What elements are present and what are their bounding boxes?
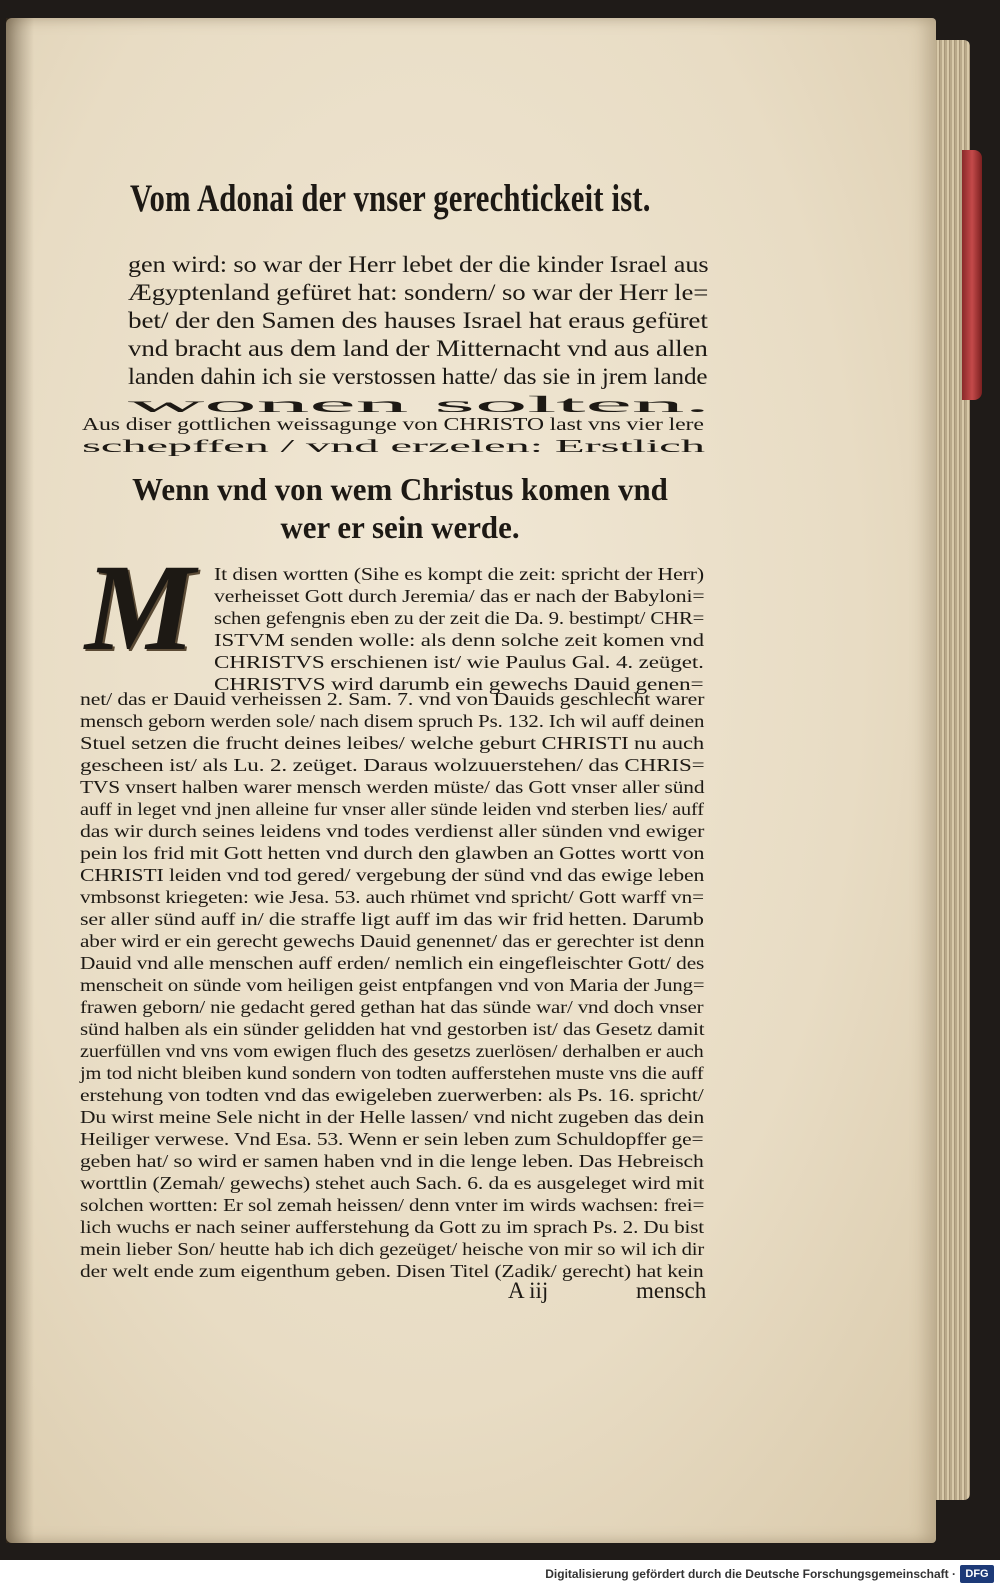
text-line: jm tod nicht bleiben kund sondern von todten aufferstehen muste vns die auff bbox=[80, 1063, 704, 1083]
text-line: zuerfüllen vnd vns vom ewigen fluch des gesetzs zuerlösen/ derhalben er auch bbox=[80, 1041, 704, 1061]
text-line: CHRISTI leiden vnd tod gered/ vergebung der sünd vnd das ewige leben bbox=[80, 865, 705, 885]
text-line: lich wuchs er nach seiner aufferstehung da Gott zu im sprach Ps. 2. Du bist bbox=[80, 1217, 705, 1237]
footer-credit: Digitalisierung gefördert durch die Deutsche Forschungsgemeinschaft · bbox=[545, 1567, 956, 1581]
text-line: ser aller sünd auff in/ die straffe ligt auff im das wir frid hetten. Darumb bbox=[80, 909, 704, 929]
text-line: geben hat/ so wird er samen haben vnd in die lenge leben. Das Hebreisch bbox=[80, 1151, 704, 1171]
running-head: Vom Adonai der vnser gerechtickeit ist. bbox=[130, 177, 651, 220]
text-line: net/ das er Dauid verheissen 2. Sam. 7. vnd von Dauids geschlecht warer bbox=[80, 689, 705, 709]
heading-line: Wenn vnd von wem Christus komen vnd bbox=[132, 471, 668, 507]
text-line: schepffen / vnd erzelen: Erstlich bbox=[82, 436, 705, 456]
text-line: bet/ der den Samen des hauses Israel hat eraus gefüret bbox=[128, 308, 708, 333]
section-heading bbox=[110, 470, 690, 546]
text-line: gescheen ist/ als Lu. 2. zeüget. Daraus wolzuuerstehen/ das CHRIS= bbox=[80, 755, 705, 775]
text-line: Ægyptenland gefüret hat: sondern/ so war der Herr le= bbox=[128, 280, 709, 305]
heading-line: wer er sein werde. bbox=[280, 509, 520, 545]
text-line: vmbsonst kriegeten: wie Jesa. 53. auch rhümet vnd spricht/ Gott warff vn= bbox=[80, 887, 704, 907]
gutter-shadow bbox=[6, 18, 34, 1543]
text-line: gen wird: so war der Herr lebet der die kinder Israel aus bbox=[128, 252, 709, 277]
text-line: TVS vnsert halben warer mensch werden müste/ das Gott vnser aller sünd bbox=[80, 777, 705, 797]
text-line: schen gefengnis eben zu der zeit die Da. 9. bestimpt/ CHR= bbox=[214, 608, 705, 628]
text-line: Stuel setzen die frucht deines leibes/ welche geburt CHRISTI nu auch bbox=[80, 733, 705, 753]
text-line: aber wird er ein gerecht gewechs Dauid genennet/ das er gerechter ist denn bbox=[80, 931, 705, 951]
catchword: mensch bbox=[636, 1278, 707, 1303]
text-line: CHRISTVS wird darumb ein gewechs Dauid genen= bbox=[214, 674, 704, 694]
text-line: It disen wortten (Sihe es kompt die zeit: spricht der Herr) bbox=[214, 564, 704, 584]
text-line: menscheit on sünde vom heiligen geist entpfangen vnd von Maria der Jung= bbox=[80, 975, 705, 995]
text-line: das wir durch seines leidens vnd todes verdienst aller sünden vnd ewiger bbox=[80, 821, 705, 841]
text-line: Aus diser gottlichen weissagunge von CHRISTO last vns vier lere bbox=[82, 414, 704, 434]
text-line: Dauid vnd alle menschen auff erden/ nemlich ein eingefleischter Gott/ des bbox=[80, 953, 705, 973]
text-line: der welt ende zum eigenthum geben. Disen Titel (Zadik/ gerecht) hat kein bbox=[80, 1261, 704, 1281]
text-line: Heiliger verwese. Vnd Esa. 53. Wenn er sein leben zum Schuldopffer ge= bbox=[80, 1129, 704, 1149]
text-line: solchen wortten: Er sol zemah heissen/ denn vnter im wirds wachsen: frei= bbox=[80, 1195, 705, 1215]
text-line: vnd bracht aus dem land der Mitternacht vnd aus allen bbox=[128, 336, 708, 361]
text-line: ISTVM senden wolle: als denn solche zeit komen vnd bbox=[214, 630, 704, 650]
text-line: erstehung von todten vnd das ewigeleben zuerwerben: als Ps. 16. spricht/ bbox=[80, 1085, 704, 1105]
text-line: verheisset Gott durch Jeremia/ das er nach der Babyloni= bbox=[214, 586, 705, 606]
text-line: auff in leget vnd jnen alleine fur vnser aller sünde leiden vnd sterben lies/ auff bbox=[80, 799, 704, 819]
text-line: worttlin (Zemah/ gewechs) stehet auch Sach. 6. da es ausgeleget wird mit bbox=[80, 1173, 705, 1193]
text-line: CHRISTVS erschienen ist/ wie Paulus Gal. 4. zeüget. bbox=[214, 652, 704, 672]
text-line: sünd halben als ein sünder gelidden hat vnd gestorben ist/ das Gesetz damit bbox=[80, 1019, 705, 1039]
text-line: mein lieber Son/ heutte hab ich dich gezeüget/ heische von mir so wil ich dir bbox=[80, 1239, 705, 1259]
text-line: frawen geborn/ nie gedacht gered gethan hat das sünde war/ vnd doch vnser bbox=[80, 997, 704, 1017]
signature-mark: A iij bbox=[508, 1278, 549, 1303]
text-line: mensch geborn werden sole/ nach disem spruch Ps. 132. Ich wil auff deinen bbox=[80, 711, 705, 731]
dfg-logo: DFG bbox=[960, 1565, 994, 1583]
red-page-edge bbox=[962, 150, 982, 400]
text-line: Du wirst meine Sele nicht in der Helle lassen/ vnd nicht zugeben das dein bbox=[80, 1107, 705, 1127]
text-line: wonen solten. bbox=[128, 392, 711, 417]
footer-bar bbox=[0, 1560, 1000, 1590]
decorated-initial: M bbox=[84, 539, 196, 676]
text-line: landen dahin ich sie verstossen hatte/ das sie in jrem lande bbox=[128, 364, 708, 389]
text-line: pein los frid mit Gott hetten vnd durch den glawben an Gottes wortt von bbox=[80, 843, 705, 863]
